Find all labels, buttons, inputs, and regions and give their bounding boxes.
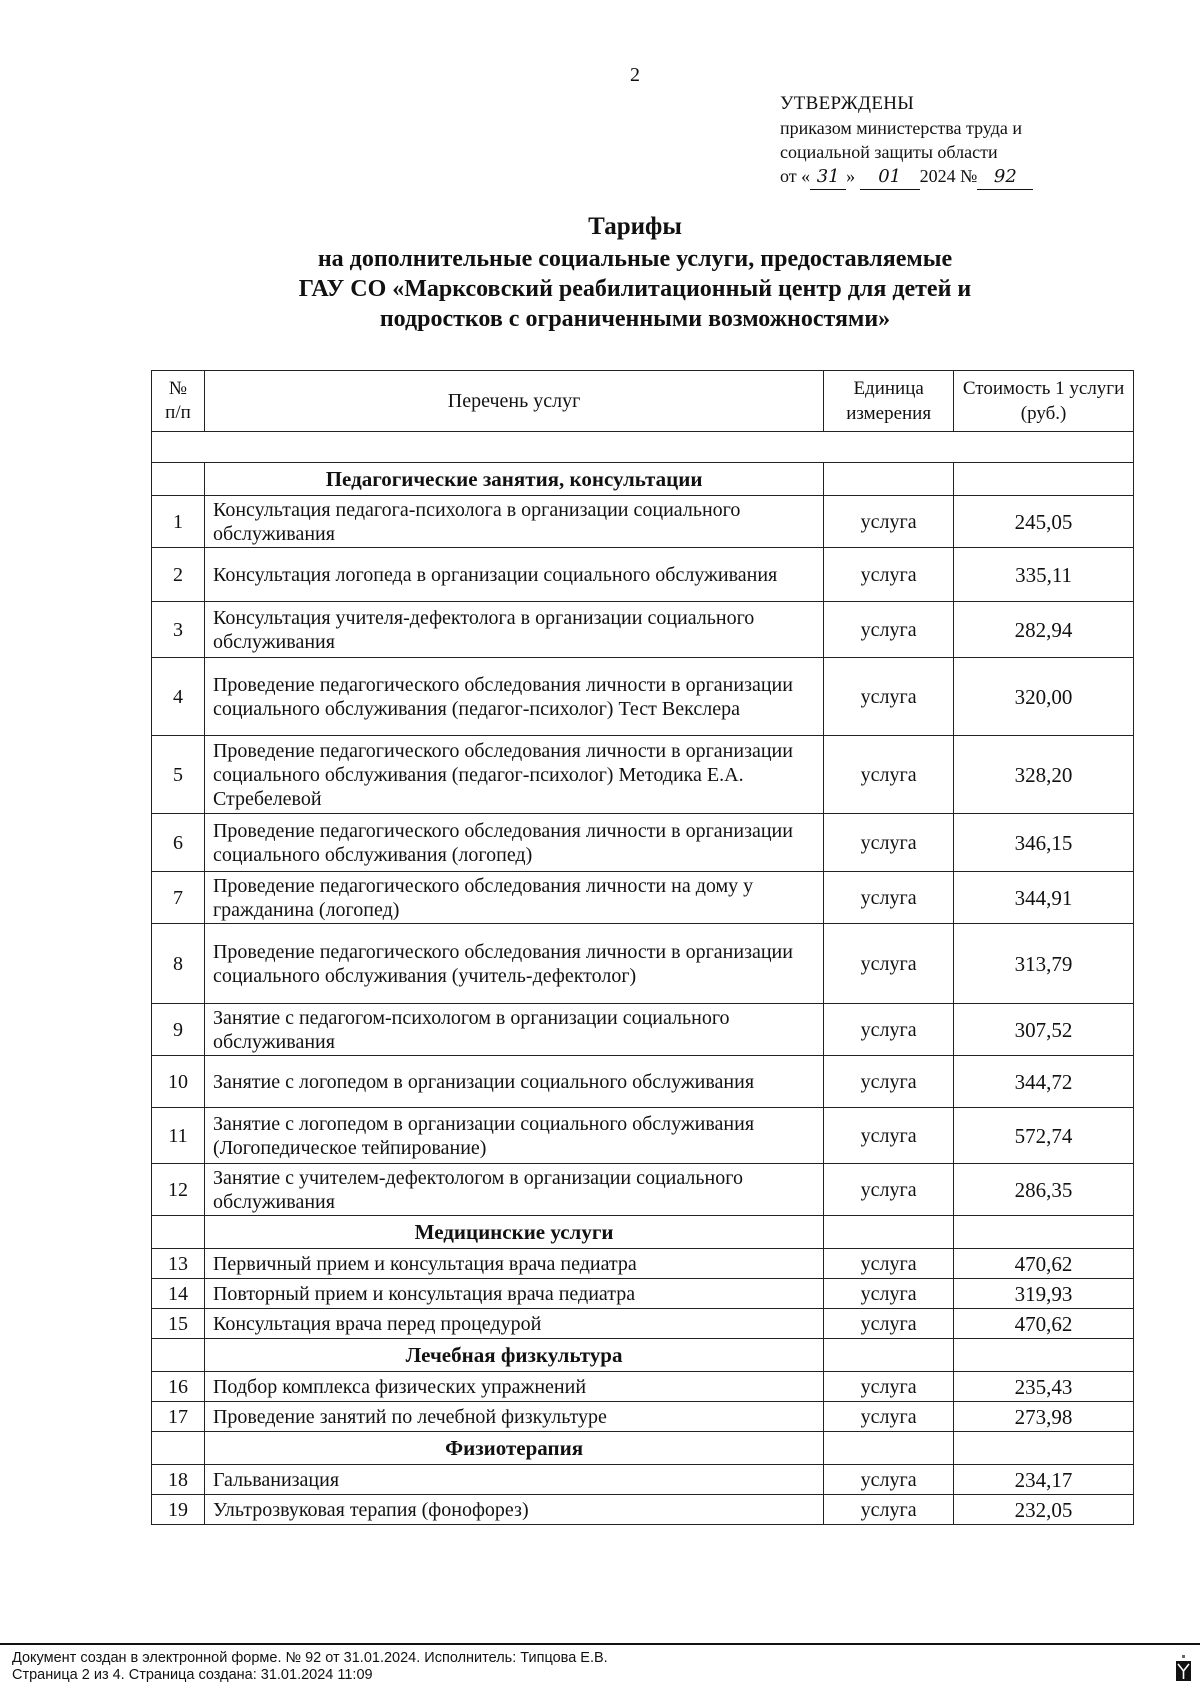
service-cost: 470,62 [954, 1249, 1134, 1279]
unit-of-measure: услуга [824, 1465, 954, 1495]
service-name: Консультация врача перед процедурой [204, 1309, 823, 1339]
service-name: Подбор комплекса физических упражнений [204, 1372, 823, 1402]
service-cost: 235,43 [954, 1372, 1134, 1402]
unit-of-measure: услуга [824, 924, 954, 1004]
service-cost: 313,79 [954, 924, 1134, 1004]
number-prefix: № [960, 166, 978, 186]
unit-of-measure: услуга [824, 1402, 954, 1432]
approval-line-2: социальной защиты области [780, 142, 998, 162]
approval-line-1: приказом министерства труда и [780, 118, 1023, 138]
row-number: 7 [152, 872, 205, 924]
row-number: 10 [152, 1056, 205, 1108]
service-cost: 273,98 [954, 1402, 1134, 1432]
unit-of-measure: услуга [824, 872, 954, 924]
service-cost: 319,93 [954, 1279, 1134, 1309]
unit-of-measure: услуга [824, 658, 954, 736]
unit-of-measure: услуга [824, 1495, 954, 1525]
unit-of-measure: услуга [824, 1164, 954, 1216]
row-number: 9 [152, 1004, 205, 1056]
section-title: Медицинские услуги [204, 1216, 823, 1249]
service-name: Консультация логопеда в организации социального обслуживания [204, 548, 823, 602]
section-title: Педагогические занятия, консультации [204, 463, 823, 496]
section-row [152, 463, 1134, 496]
date-prefix: от « [780, 166, 811, 186]
table-row [152, 1372, 1134, 1402]
unit-of-measure: услуга [824, 496, 954, 548]
title-line-3: ГАУ СО «Марксовский реабилитационный центр для детей и [298, 276, 972, 302]
table-row [152, 496, 1134, 548]
service-cost: 234,17 [954, 1465, 1134, 1495]
row-number: 6 [152, 814, 205, 872]
table-header-row [152, 371, 1134, 432]
footer-line-2: Страница 2 из 4. Страница создана: 31.01.2024 11:09 [12, 1667, 373, 1683]
service-name: Повторный прием и консультация врача педиатра [204, 1279, 823, 1309]
row-number: 2 [152, 548, 205, 602]
service-name: Проведение педагогического обследования личности в организации социального обслуживания (логопед) [204, 814, 823, 872]
document-title [180, 212, 1090, 334]
footer-divider [0, 1643, 1200, 1645]
service-cost: 344,72 [954, 1056, 1134, 1108]
service-cost: 346,15 [954, 814, 1134, 872]
service-cost: 282,94 [954, 602, 1134, 658]
row-number: 1 [152, 496, 205, 548]
title-line-1: Тарифы [588, 213, 682, 240]
section-row [152, 1216, 1134, 1249]
row-number: 17 [152, 1402, 205, 1432]
table-row [152, 1402, 1134, 1432]
section-row [152, 1432, 1134, 1465]
approval-date-line [780, 164, 1033, 190]
date-year: 2024 [919, 166, 956, 186]
service-name: Ультрозвуковая терапия (фонофорез) [204, 1495, 823, 1525]
table-row [152, 814, 1134, 872]
service-name: Проведение педагогического обследования личности на дому у гражданина (логопед) [204, 872, 823, 924]
unit-of-measure: услуга [824, 602, 954, 658]
table-row [152, 658, 1134, 736]
row-number: 3 [152, 602, 205, 658]
footer-line-1: Документ создан в электронной форме. № 92 от 31.01.2024. Исполнитель: Типцова Е.В. [12, 1650, 608, 1666]
unit-of-measure: услуга [824, 1108, 954, 1164]
table-row [152, 1004, 1134, 1056]
approval-stamp [780, 92, 1033, 190]
service-name: Консультация педагога-психолога в организации социального обслуживания [204, 496, 823, 548]
page-number: 2 [630, 64, 640, 86]
handwritten-number: 92 [977, 165, 1033, 190]
section-row [152, 1339, 1134, 1372]
header-num: № п/п [152, 371, 205, 432]
table-row [152, 1465, 1134, 1495]
unit-of-measure: услуга [824, 1004, 954, 1056]
service-name: Консультация учителя-дефектолога в организации социального обслуживания [204, 602, 823, 658]
date-quote-close: » [846, 166, 856, 186]
service-cost: 470,62 [954, 1309, 1134, 1339]
table-body [152, 432, 1134, 1525]
table-row [152, 548, 1134, 602]
service-name: Занятие с педагогом-психологом в организации социального обслуживания [204, 1004, 823, 1056]
row-number: 18 [152, 1465, 205, 1495]
service-name: Гальванизация [204, 1465, 823, 1495]
spacer-row [152, 432, 1134, 463]
row-number: 19 [152, 1495, 205, 1525]
service-cost: 344,91 [954, 872, 1134, 924]
row-number: 8 [152, 924, 205, 1004]
unit-of-measure: услуга [824, 1279, 954, 1309]
header-name: Перечень услуг [204, 371, 823, 432]
unit-of-measure: услуга [824, 548, 954, 602]
title-line-4: подростков с ограниченными возможностями» [379, 306, 891, 332]
row-number: 13 [152, 1249, 205, 1279]
section-title: Лечебная физкультура [204, 1339, 823, 1372]
unit-of-measure: услуга [824, 736, 954, 814]
coat-of-arms-icon [1175, 1654, 1192, 1682]
row-number: 14 [152, 1279, 205, 1309]
service-name: Проведение педагогического обследования личности в организации социального обслуживания (учитель-дефектолог) [204, 924, 823, 1004]
unit-of-measure: услуга [824, 1309, 954, 1339]
service-cost: 572,74 [954, 1108, 1134, 1164]
unit-of-measure: услуга [824, 1249, 954, 1279]
service-name: Проведение педагогического обследования личности в организации социального обслуживания (педагог-психолог) Методика Е.А. Стребелевой [204, 736, 823, 814]
row-number: 15 [152, 1309, 205, 1339]
service-cost: 286,35 [954, 1164, 1134, 1216]
footer [12, 1650, 608, 1684]
header-cost: Стоимость 1 услуги (руб.) [954, 371, 1134, 432]
service-cost: 232,05 [954, 1495, 1134, 1525]
table-row [152, 1249, 1134, 1279]
table-row [152, 924, 1134, 1004]
service-cost: 335,11 [954, 548, 1134, 602]
table-row [152, 1164, 1134, 1216]
header-unit: Единица измерения [824, 371, 954, 432]
table-row [152, 1279, 1134, 1309]
table-row [152, 602, 1134, 658]
table-row [152, 1056, 1134, 1108]
service-cost: 320,00 [954, 658, 1134, 736]
unit-of-measure: услуга [824, 814, 954, 872]
section-title: Физиотерапия [204, 1432, 823, 1465]
table-row [152, 1309, 1134, 1339]
service-name: Занятие с учителем-дефектологом в организации социального обслуживания [204, 1164, 823, 1216]
service-cost: 307,52 [954, 1004, 1134, 1056]
service-cost: 328,20 [954, 736, 1134, 814]
table-row [152, 736, 1134, 814]
table-row [152, 1108, 1134, 1164]
service-name: Занятие с логопедом в организации социального обслуживания [204, 1056, 823, 1108]
row-number: 16 [152, 1372, 205, 1402]
tariffs-table [151, 370, 1134, 1525]
unit-of-measure: услуга [824, 1056, 954, 1108]
title-line-2: на дополнительные социальные услуги, предоставляемые [317, 246, 953, 272]
service-name: Первичный прием и консультация врача педиатра [204, 1249, 823, 1279]
row-number: 4 [152, 658, 205, 736]
service-name: Проведение занятий по лечебной физкультуре [204, 1402, 823, 1432]
row-number: 11 [152, 1108, 205, 1164]
handwritten-day: 31 [810, 165, 846, 190]
handwritten-month: 01 [860, 165, 920, 190]
service-name: Проведение педагогического обследования личности в организации социального обслуживания (педагог-психолог) Тест Векслера [204, 658, 823, 736]
approval-heading: УТВЕРЖДЕНЫ [780, 93, 915, 114]
row-number: 5 [152, 736, 205, 814]
row-number: 12 [152, 1164, 205, 1216]
table-row [152, 1495, 1134, 1525]
table-row [152, 872, 1134, 924]
service-cost: 245,05 [954, 496, 1134, 548]
service-name: Занятие с логопедом в организации социального обслуживания (Логопедическое тейпирование) [204, 1108, 823, 1164]
unit-of-measure: услуга [824, 1372, 954, 1402]
